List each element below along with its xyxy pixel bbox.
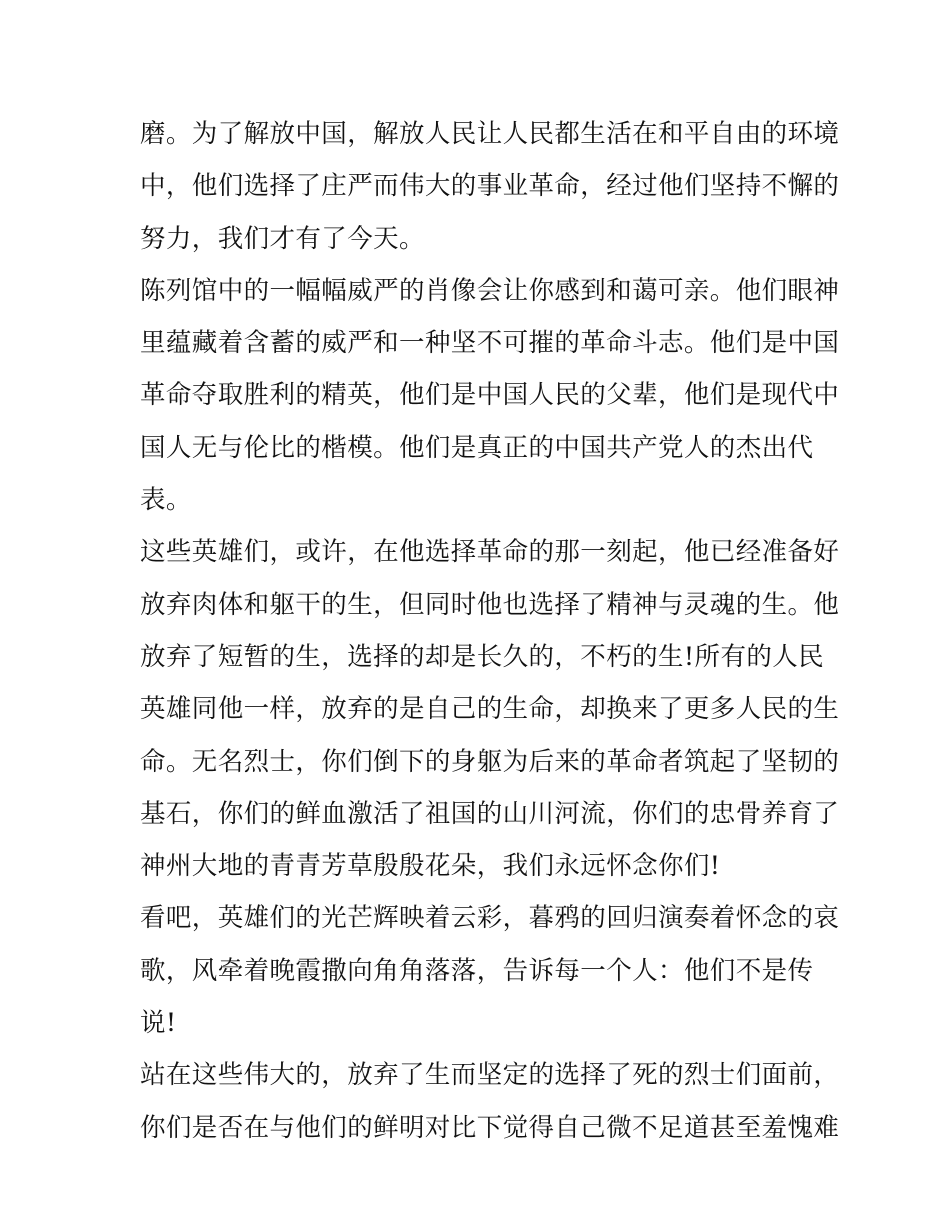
text-line: 基石，你们的鲜血激活了祖国的山川河流，你们的忠骨养育了 <box>140 798 840 829</box>
text-line: 陈列馆中的一幅幅威严的肖像会让你感到和蔼可亲。他们眼神 <box>140 275 840 306</box>
text-line: 放弃肉体和躯干的生，但同时他也选择了精神与灵魂的生。他 <box>140 589 840 620</box>
text-line: 国人无与伦比的楷模。他们是真正的中国共产党人的杰出代 <box>140 432 814 463</box>
text-line: 说! <box>140 1008 177 1039</box>
text-line: 歌，风牵着晚霞撒向角角落落，告诉每一个人：他们不是传 <box>140 955 814 986</box>
text-line: 里蕴藏着含蓄的威严和一种坚不可摧的革命斗志。他们是中国 <box>140 328 840 359</box>
text-line: 你们是否在与他们的鲜明对比下觉得自己微不足道甚至羞愧难 <box>140 1112 840 1143</box>
text-line: 站在这些伟大的，放弃了生而坚定的选择了死的烈士们面前， <box>140 1060 840 1091</box>
document-body <box>140 108 840 1154</box>
text-line: 表。 <box>140 485 192 516</box>
text-line: 革命夺取胜利的精英，他们是中国人民的父辈，他们是现代中 <box>140 380 840 411</box>
text-line: 命。无名烈士，你们倒下的身躯为后来的革命者筑起了坚韧的 <box>140 746 840 777</box>
text-line: 磨。为了解放中国，解放人民让人民都生活在和平自由的环境 <box>140 119 840 149</box>
text-line: 中，他们选择了庄严而伟大的事业革命，经过他们坚持不懈的 <box>140 171 840 202</box>
text-line: 看吧，英雄们的光芒辉映着云彩，暮鸦的回归演奏着怀念的哀 <box>140 903 840 934</box>
text-line: 这些英雄们，或许，在他选择革命的那一刻起，他已经准备好 <box>140 537 840 568</box>
text-line: 努力，我们才有了今天。 <box>140 223 425 254</box>
text-line: 英雄同他一样，放弃的是自己的生命，却换来了更多人民的生 <box>140 694 840 725</box>
text-line: 神州大地的青青芳草殷殷花朵，我们永远怀念你们! <box>140 851 721 882</box>
text-line: 放弃了短暂的生，选择的却是长久的，不朽的生!所有的人民 <box>140 641 825 672</box>
